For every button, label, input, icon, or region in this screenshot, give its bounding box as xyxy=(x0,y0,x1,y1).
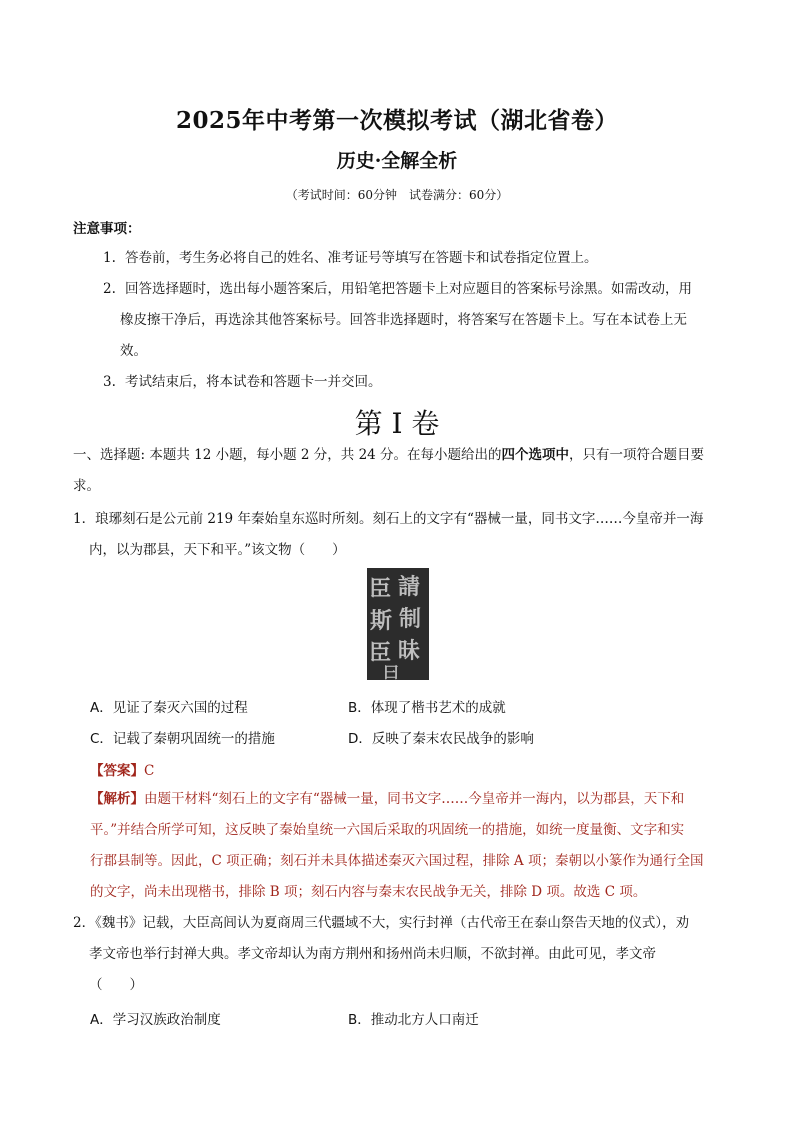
analysis-text: 平。”并结合所学可知，这反映了秦始皇统一六国后采取的巩固统一的措施，如统一度量衡、文字和实 xyxy=(90,822,685,838)
analysis-label: 【解析】 xyxy=(90,791,144,807)
note-item-1 xyxy=(103,243,723,274)
question-1-analysis xyxy=(90,784,725,908)
question-text: 1．琅琊刻石是公元前 219 年秦始皇东巡时所刻。刻石上的文字有“器械一量，同书文字……今皇帝并一海 xyxy=(73,511,704,527)
question-2-stem xyxy=(73,908,723,1001)
question-text: 孝文帝也举行封禅大典。孝文帝却认为南方荆州和扬州尚未归顺，不欲封禅。由此可见，孝文帝 xyxy=(89,946,656,962)
instruction-emphasis: 四个选项中 xyxy=(501,447,570,463)
question-2-option-b: B．推动北方人口南迁 xyxy=(348,1012,479,1028)
inscription-glyph: 斯 xyxy=(370,608,393,634)
inscription-glyph: 曰 xyxy=(383,663,400,680)
page-subtitle: 历史·全解全析 xyxy=(336,150,458,172)
note-text: 回答选择题时，选出每小题答案后，用铅笔把答题卡上对应题目的答案标号涂黑。如需改动，用 xyxy=(125,281,692,297)
analysis-text: 由题干材料“刻石上的文字有“器械一量，同书文字……今皇帝并一海内，以为郡县，天下和 xyxy=(144,791,685,807)
question-1-answer xyxy=(90,759,154,779)
question-1-option-b: B．体现了楷书艺术的成就 xyxy=(348,700,506,716)
section-instruction xyxy=(73,440,723,502)
question-text: 2．《魏书》记载，大臣高闾认为夏商周三代疆域不大，实行封禅（古代帝王在泰山祭告天地的仪式），劝 xyxy=(73,915,690,931)
note-number: 3. xyxy=(103,374,116,390)
question-1-stem xyxy=(73,504,723,566)
question-text: 内，以为郡县，天下和平。”该文物（ ） xyxy=(89,542,346,558)
inscription-glyph: 臣 xyxy=(369,576,392,602)
note-number: 2. xyxy=(103,281,116,297)
answer-value: C xyxy=(144,763,155,779)
notes-title: 注意事项： xyxy=(73,221,141,237)
question-1-option-a: A．见证了秦灭六国的过程 xyxy=(90,700,248,716)
note-item-2 xyxy=(103,274,723,367)
note-text: 考试结束后，将本试卷和答题卡一并交回。 xyxy=(125,374,382,390)
question-1-option-c: C．记载了秦朝巩固统一的措施 xyxy=(90,731,275,747)
note-number: 1. xyxy=(103,250,116,266)
instruction-text: 求。 xyxy=(73,478,100,494)
note-item-3 xyxy=(103,367,723,398)
question-text: （ ） xyxy=(89,977,143,993)
inscription-glyph: 請 xyxy=(398,574,421,600)
section-heading: 第 I 卷 xyxy=(354,407,440,440)
analysis-text: 的文字，尚未出现楷书，排除 B 项；刻石内容与秦末农民战争无关，排除 D 项。故选 C 项。 xyxy=(90,884,647,900)
question-1-option-d: D．反映了秦末农民战争的影响 xyxy=(348,731,534,747)
page-title: 2025年中考第一次模拟考试（湖北省卷） xyxy=(175,107,618,134)
analysis-text: 行郡县制等。因此，C 项正确；刻石并未具体描述秦灭六国过程，排除 A 项；秦朝以小篆作为通行全国 xyxy=(90,853,704,869)
question-2-option-a: A．学习汉族政治制度 xyxy=(90,1012,221,1028)
inscription-glyph: 制 xyxy=(399,606,422,632)
note-text: 橡皮擦干净后，再选涂其他答案标号。回答非选择题时，将答案写在答题卡上。写在本试卷上无 xyxy=(120,312,687,328)
instruction-text: ，只有一项符合题目要 xyxy=(569,447,705,463)
exam-info: （考试时间：60分钟 试卷满分：60分） xyxy=(285,188,509,202)
instruction-text: 一、选择题: 本题共 12 小题，每小题 2 分，共 24 分。在每小题给出的 xyxy=(73,447,502,463)
note-text: 答卷前，考生务必将自己的姓名、准考证号等填写在答题卡和试卷指定位置上。 xyxy=(125,250,598,266)
note-text: 效。 xyxy=(120,343,147,359)
inscription-glyph: 臣 xyxy=(369,640,392,666)
stone-inscription-image xyxy=(367,568,429,680)
answer-label: 【答案】 xyxy=(90,763,144,779)
inscription-glyph: 昧 xyxy=(398,638,421,664)
